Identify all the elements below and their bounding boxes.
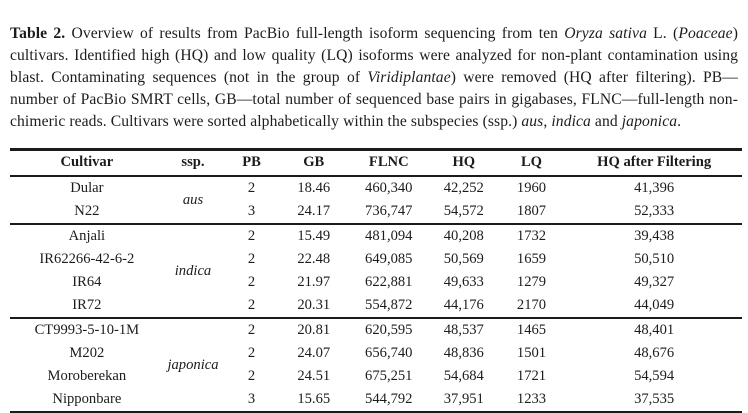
caption-segment: japonica [621, 112, 678, 130]
column-header-ssp: ssp. [181, 154, 205, 171]
cell-gb: 22.48 [297, 251, 331, 268]
cell-hq-after: 49,327 [634, 274, 675, 291]
cell-flnc: 544,792 [365, 391, 413, 408]
table-row [10, 248, 742, 271]
cell-gb: 18.46 [297, 180, 331, 197]
table-row [10, 176, 742, 200]
cell-pb: 3 [247, 203, 256, 220]
cell-gb: 15.65 [297, 391, 331, 408]
cell-lq: 1807 [516, 203, 547, 220]
column-header-flnc: FLNC [368, 154, 409, 171]
cell-lq: 1721 [516, 368, 547, 385]
cell-lq: 1279 [516, 274, 547, 291]
cell-flnc: 622,881 [365, 274, 413, 291]
cell-hq: 48,836 [443, 345, 484, 362]
table-row [10, 224, 742, 248]
cell-hq: 37,951 [443, 391, 484, 408]
cell-gb: 24.17 [297, 203, 331, 220]
caption-segment: , [543, 112, 552, 130]
cell-flnc: 736,747 [365, 203, 413, 220]
cell-hq-after: 54,594 [634, 368, 675, 385]
cell-pb: 2 [247, 274, 256, 291]
caption-segment: indica [551, 112, 591, 130]
cell-pb: 3 [247, 391, 256, 408]
cell-hq-after: 50,510 [634, 251, 675, 268]
table-row [10, 294, 742, 318]
table-header-row [10, 150, 742, 177]
cell-flnc: 675,251 [365, 368, 413, 385]
cell-lq: 1960 [516, 180, 547, 197]
cell-pb: 2 [247, 228, 256, 245]
table-row [10, 271, 742, 294]
table-caption [10, 23, 738, 133]
cell-lq: 1659 [516, 251, 547, 268]
cell-gb: 21.97 [297, 274, 331, 291]
cell-flnc: 460,340 [365, 180, 413, 197]
cell-hq: 50,569 [443, 251, 484, 268]
cell-flnc: 481,094 [365, 228, 413, 245]
cell-hq: 49,633 [443, 274, 484, 291]
column-header-cultivar: Cultivar [60, 154, 114, 171]
cell-pb: 2 [247, 368, 256, 385]
caption-segment: ) were removed (HQ after filtering). PB—number of PacBio SMRT cells, GB—total number of sequenced base pairs in gigabases, FLNC—full-length non-chimeric reads. Cultivars were sorted alphabetically within the subspecies (ssp.) [10, 68, 738, 130]
table-row [10, 200, 742, 224]
cell-gb: 24.07 [297, 345, 331, 362]
cell-lq: 1465 [516, 322, 547, 339]
cell-lq: 1732 [516, 228, 547, 245]
caption-segment: Overview of results from PacBio full-length isoform sequencing from ten [65, 24, 565, 42]
cell-cultivar: IR72 [72, 297, 102, 314]
table-row [10, 318, 742, 342]
cell-hq: 44,176 [443, 297, 484, 314]
cell-pb: 2 [247, 322, 256, 339]
cell-pb: 2 [247, 180, 256, 197]
caption-segment: aus [521, 112, 544, 130]
cell-cultivar: N22 [74, 203, 100, 220]
cell-cultivar: Dular [70, 180, 104, 197]
caption-segment: Viridiplantae [367, 68, 451, 86]
caption-segment: Oryza sativa [564, 24, 647, 42]
cell-hq: 42,252 [443, 180, 484, 197]
caption-segment: and [590, 112, 622, 130]
cell-lq: 1501 [516, 345, 547, 362]
cell-hq: 40,208 [443, 228, 484, 245]
caption-segment: . [677, 112, 682, 130]
cell-hq-after: 48,401 [634, 322, 675, 339]
cell-cultivar: Moroberekan [47, 368, 127, 385]
cell-ssp: aus [182, 191, 204, 208]
table-row [10, 388, 742, 413]
cell-ssp: indica [174, 262, 212, 279]
cell-flnc: 620,595 [365, 322, 413, 339]
column-header-lq: LQ [520, 154, 543, 171]
caption-segment: Table 2. [10, 24, 66, 42]
caption-segment: Poaceae [678, 24, 733, 42]
column-header-hq-after-filtering: HQ after Filtering [597, 154, 712, 171]
group-japonica [10, 318, 742, 413]
cell-cultivar: Nipponbare [52, 391, 122, 408]
cell-pb: 2 [247, 345, 256, 362]
cell-hq-after: 48,676 [634, 345, 675, 362]
cell-flnc: 649,085 [365, 251, 413, 268]
cell-flnc: 554,872 [365, 297, 413, 314]
cell-pb: 2 [247, 251, 256, 268]
cell-lq: 2170 [516, 297, 547, 314]
cell-hq: 54,572 [443, 203, 484, 220]
cell-hq-after: 44,049 [634, 297, 675, 314]
group-indica [10, 224, 742, 318]
cell-gb: 24.51 [297, 368, 331, 385]
cell-cultivar: IR64 [72, 274, 102, 291]
group-aus [10, 176, 742, 224]
table-row [10, 342, 742, 365]
caption-segment: L. ( [646, 24, 679, 42]
table-header [10, 150, 742, 177]
caption-segment: ) cultivars. Identified high (HQ) and low quality (LQ) isoforms were analyzed for non-plant contamination using blast. Contaminating sequences (not in the group of [10, 24, 739, 86]
cell-cultivar: CT9993-5-10-1M [34, 322, 140, 339]
cell-cultivar: M202 [69, 345, 105, 362]
cell-hq-after: 52,333 [634, 203, 675, 220]
column-header-gb: GB [303, 154, 325, 171]
cell-ssp: japonica [167, 356, 219, 373]
cell-lq: 1233 [516, 391, 547, 408]
results-table [10, 148, 742, 413]
cell-flnc: 656,740 [365, 345, 413, 362]
cell-hq-after: 39,438 [634, 228, 675, 245]
column-header-hq: HQ [452, 154, 476, 171]
cell-gb: 20.31 [297, 297, 331, 314]
cell-hq: 54,684 [443, 368, 484, 385]
cell-hq-after: 41,396 [634, 180, 675, 197]
cell-hq-after: 37,535 [634, 391, 675, 408]
cell-cultivar: Anjali [68, 228, 106, 245]
table-row [10, 365, 742, 388]
cell-gb: 15.49 [297, 228, 331, 245]
cell-cultivar: IR62266-42-6-2 [39, 251, 135, 268]
cell-hq: 48,537 [443, 322, 484, 339]
cell-gb: 20.81 [297, 322, 331, 339]
cell-pb: 2 [247, 297, 256, 314]
column-header-pb: PB [242, 154, 261, 171]
